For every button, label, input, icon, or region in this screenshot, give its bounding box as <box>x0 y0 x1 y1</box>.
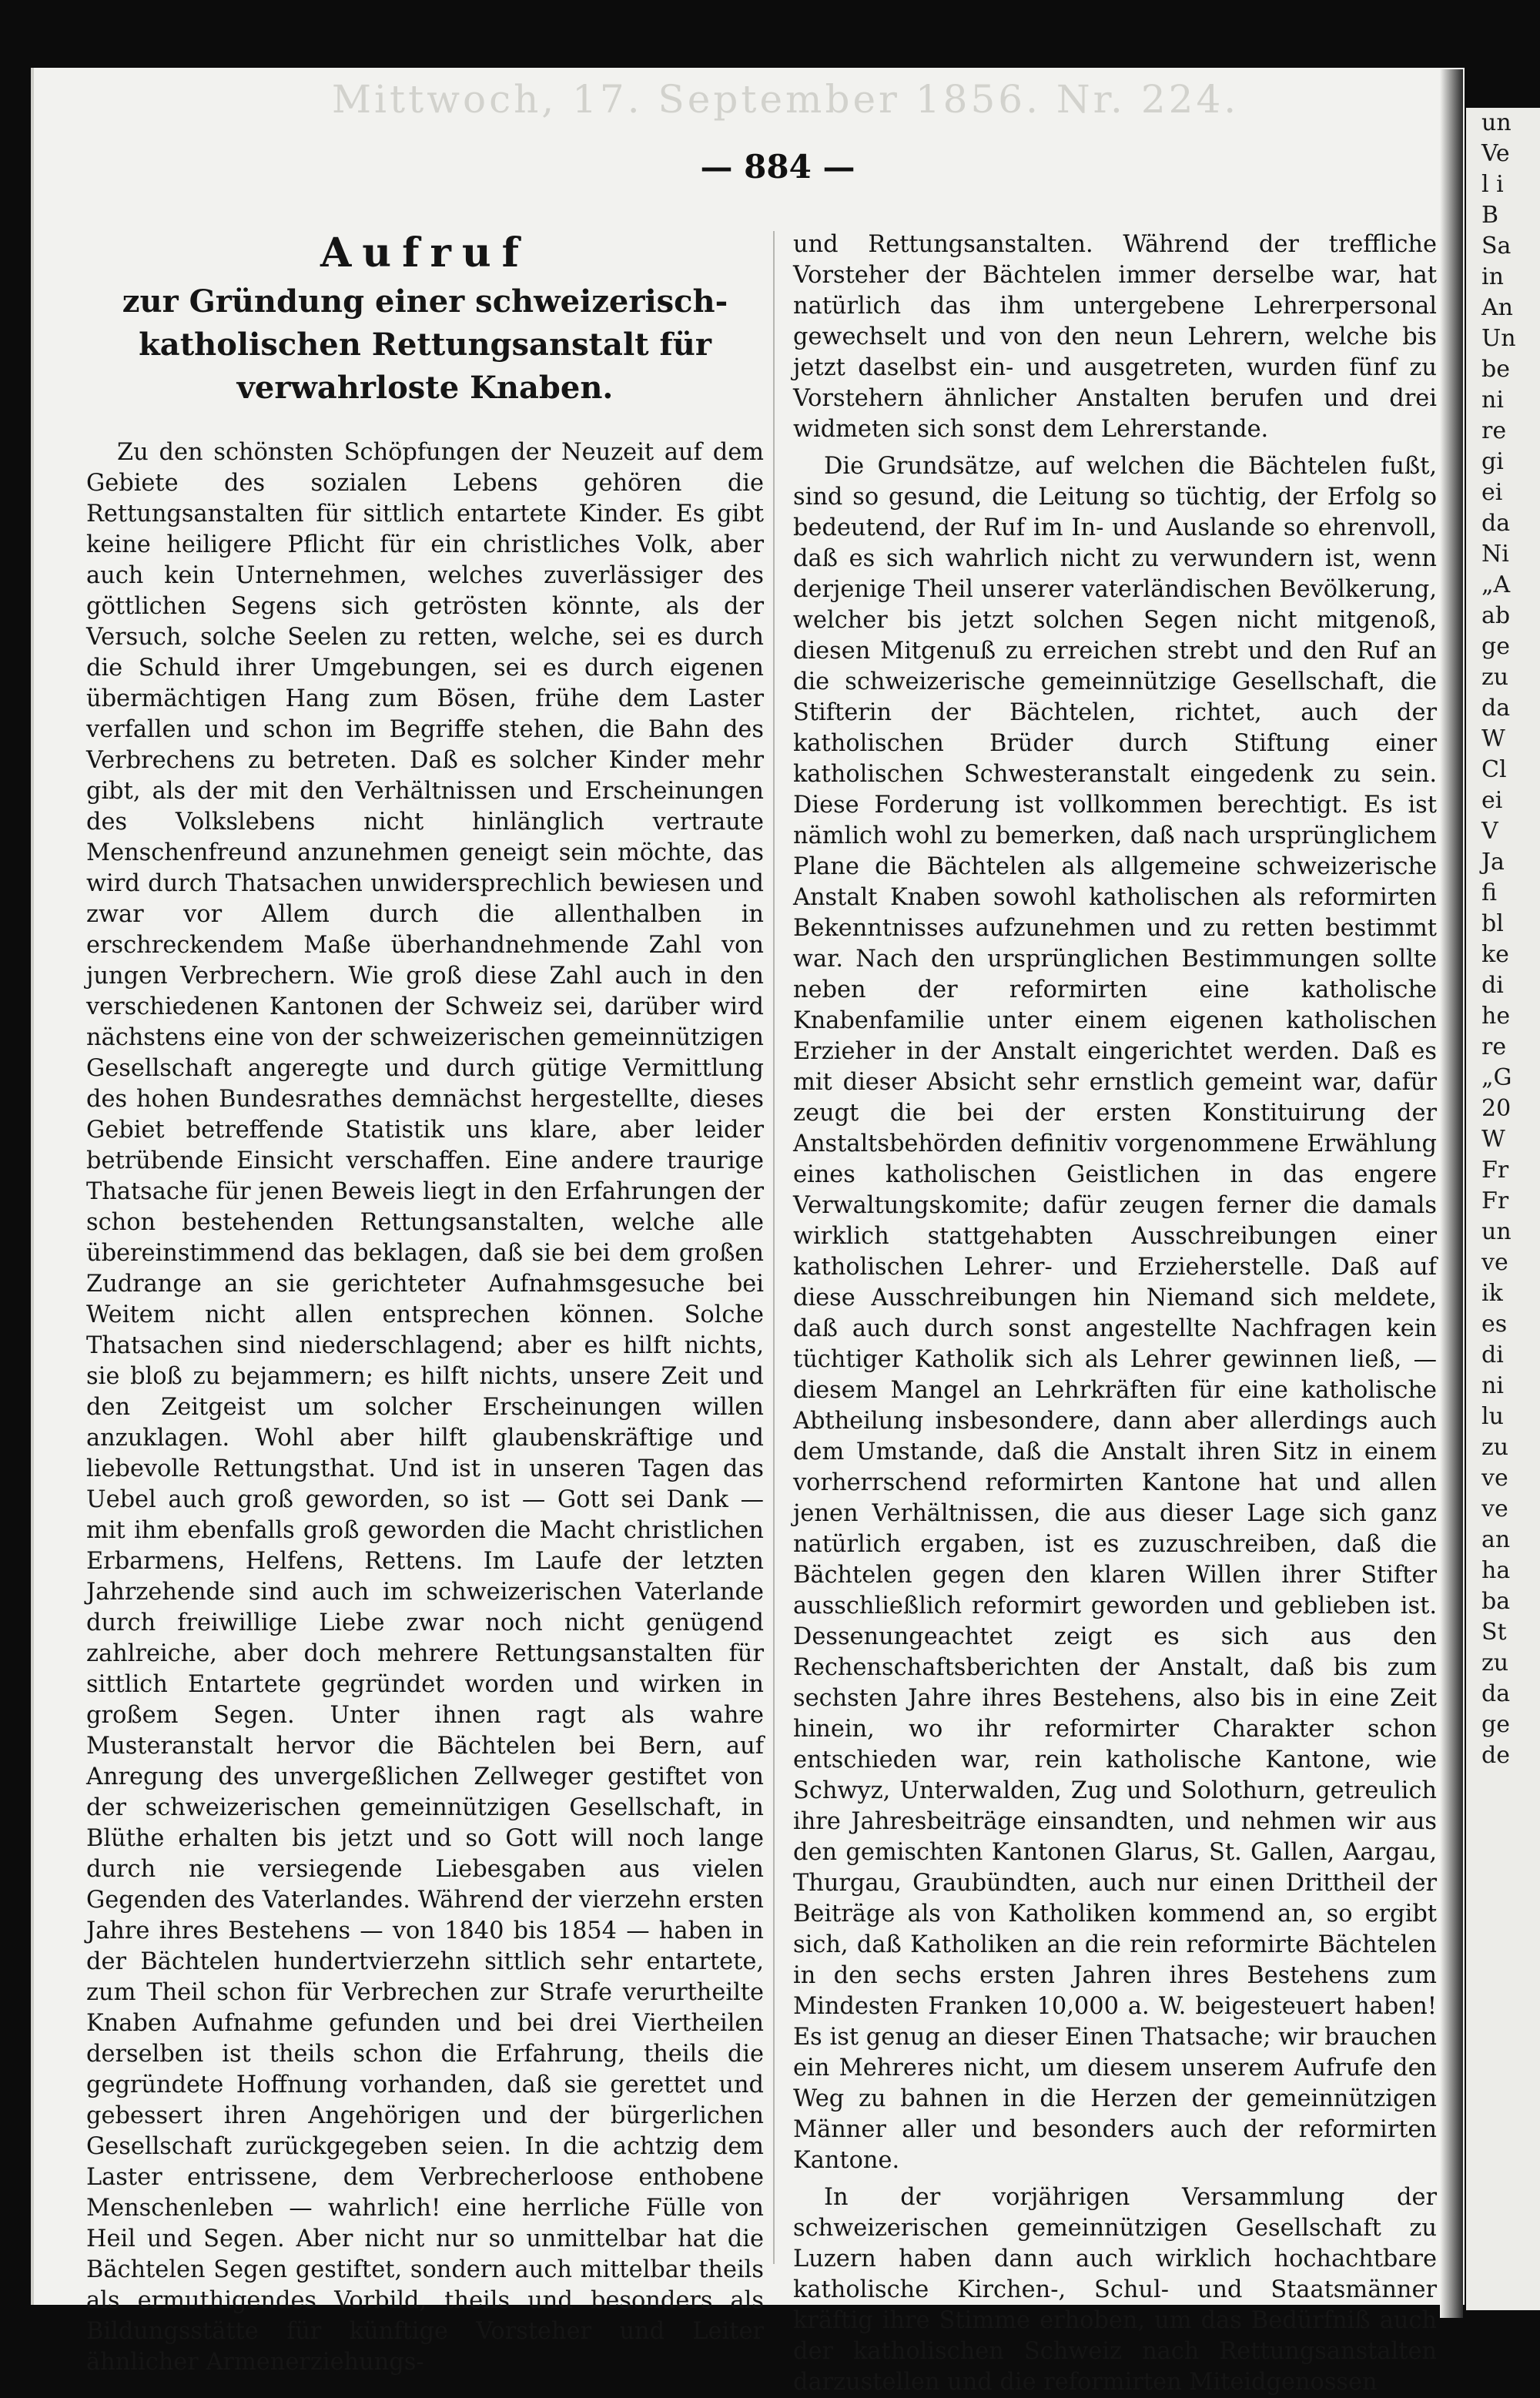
next-page-fragment: zu <box>1481 1649 1509 1676</box>
next-page-fragment: ba <box>1481 1588 1511 1615</box>
page-number: — 884 — <box>700 148 855 186</box>
next-page-edge <box>1466 108 1540 2310</box>
next-page-fragment: St <box>1481 1619 1507 1646</box>
next-page-fragment: es <box>1481 1311 1508 1338</box>
left-column <box>86 229 764 2378</box>
next-page-fragment: da <box>1481 1680 1511 1707</box>
next-page-fragment: be <box>1481 356 1510 383</box>
next-page-fragment: un <box>1481 1218 1512 1245</box>
next-page-fragment: l i <box>1481 171 1504 198</box>
next-page-fragment: ha <box>1481 1557 1511 1584</box>
next-page-fragment: Sa <box>1481 233 1512 260</box>
left-paragraph-1: Zu den schönsten Schöpfungen der Neuzeit auf dem Gebiete des sozialen Lebens gehören die Rettungsanstalten für sittlich entartete Kinder. Es gibt keine heiligere Pflicht für ein christliches Volk, aber auch kein Unternehmen, welches zuverlässiger des göttlichen Segens sich getrösten könnte, als der Versuch, solche Seelen zu retten, welche, sei es durch die Schuld ihrer Umgebungen, sei es durch eigenen übermächtigen Hang zum Bösen, frühe dem Laster verfallen und schon im Begriffe stehen, die Bahn des Verbrechens zu betreten. Daß es solcher Kinder mehr gibt, als der mit den Verhältnissen und Erscheinungen des Volkslebens nicht hinlänglich vertraute Menschenfreund anzunehmen geneigt sein möchte, das wird durch Thatsachen unwidersprechlich bewiesen und zwar vor Allem durch die allenthalben in erschreckendem Maße überhandnehmende Zahl von jungen Verbrechern. Wie groß diese Zahl auch in den verschiedenen Kantonen der Schweiz sei, darüber wird nächstens eine von der schweizerischen gemeinnützigen Gesellschaft angeregte und durch gütige Vermittlung des hohen Bundesrathes demnächst hergestellte, dieses Gebiet betreffende Statistik uns klare, aber leider betrübende Einsicht verschaffen. Eine andere traurige Thatsache für jenen Beweis liegt in den Erfahrungen der schon bestehenden Rettungsanstalten, welche alle übereinstimmend das beklagen, daß sie bei dem großen Zudrange an sie gerichteter Aufnahmsgesuche bei Weitem nicht allen entsprechen können. Solche Thatsachen sind niederschlagend; aber es hilft nichts, sie bloß zu bejammern; es hilft nichts, unsere Zeit und den Zeitgeist um solcher Erscheinungen willen anzuklagen. Wohl aber hilft glaubenskräftige und liebevolle Rettungsthat. Und ist in unseren Tagen das Uebel auch groß geworden, so ist — Gott sei Dank — mit ihm ebenfalls groß geworden die Macht christlichen Erbarmens, Helfens, Rettens. Im Laufe der letzten Jahrzehende sind auch im schweizerischen Vaterlande durch freiwillige Liebe zwar noch nicht genügend zahlreiche, aber doch mehrere Rettungsanstalten für sittlich Entartete gegründet worden und wirken in großem Segen. Unter ihnen ragt als wahre Musteranstalt hervor die Bächtelen bei Bern, auf Anregung des unvergeßlichen Zellweger gestiftet von der schweizerischen gemeinnützigen Gesellschaft, in Blüthe erhalten bis jetzt und so Gott will noch lange durch nie versiegende Liebesgaben aus vielen Gegenden des Vaterlandes. Während der vierzehn ersten Jahre ihres Bestehens — von 1840 bis 1854 — haben in der Bächtelen hundertvierzehn sittlich sehr entartete, zum Theil schon für Verbrechen zur Strafe verurtheilte Knaben Aufnahme gefunden und bei drei Viertheilen derselben ist theils schon die Erfahrung, theils die gegründete Hoffnung vorhanden, daß sie gerettet und gebessert ihren Angehörigen und der bürgerlichen Gesellschaft zurückgegeben seien. In die achtzig dem Laster entrissene, dem Verbrecherloose enthobene Menschenleben — wahrlich! eine herrliche Fülle von Heil und Segen. Aber nicht nur so unmittelbar hat die Bächtelen Segen gestiftet, sondern auch mittelbar theils als ermuthigendes Vorbild, theils und besonders als Bildungsstätte für künftige Vorsteher und Leiter ähnlicher Armenerziehungs- <box>86 439 764 2376</box>
next-page-fragment: de <box>1481 1742 1510 1769</box>
next-page-fragment: Fr <box>1481 1187 1509 1214</box>
next-page-fragment: lu <box>1481 1403 1504 1430</box>
next-page-fragment: Ni <box>1481 541 1509 568</box>
next-page-fragment: Fr <box>1481 1157 1509 1184</box>
next-page-fragment: zu <box>1481 664 1509 691</box>
article-heading <box>86 229 764 410</box>
binding-gutter <box>1440 69 1463 2318</box>
next-page-fragment: he <box>1481 1003 1511 1030</box>
next-page-fragment: ni <box>1481 1372 1504 1399</box>
right-paragraph-3: In der vorjährigen Versammlung der schweizerischen gemeinnützigen Gesellschaft zu Luzern haben dann auch wirklich hochachtbare katholische Kirchen-, Schul- und Staatsmänner kräftig ihre Stimme erhoben, um das Bedürfniß auch der katholischen Schweiz nach Rettungsanstalten darzustellen und die reformirten Miteidgenossen <box>793 2184 1437 2396</box>
next-page-fragment: ei <box>1481 479 1503 506</box>
next-page-fragment: ve <box>1481 1249 1508 1276</box>
heading-kicker: Aufruf <box>320 229 531 276</box>
next-page-fragment: in <box>1481 263 1504 290</box>
next-page-fragment: di <box>1481 1341 1504 1368</box>
next-page-fragment: ge <box>1481 633 1510 660</box>
right-paragraph-2: Die Grundsätze, auf welchen die Bächtelen fußt, sind so gesund, die Leitung so tüchtig, der Erfolg so bedeutend, der Ruf im In- und Auslande so ehrenvoll, daß es sich wahrlich nicht zu verwundern ist, wenn derjenige Theil unserer vaterländischen Bevölkerung, welcher bis jetzt solchen Segen nicht mitgenoß, diesen Mitgenuß zu erreichen strebt und den Ruf an die schweizerische gemeinnützige Gesellschaft, die Stifterin der Bächtelen, richtet, auch der katholischen Brüder durch Stiftung einer katholischen Schwesteranstalt eingedenk zu sein. Diese Forderung ist vollkommen berechtigt. Es ist nämlich wohl zu bemerken, daß nach ursprünglichem Plane die Bächtelen als allgemeine schweizerische Anstalt Knaben sowohl katholischen als reformirten Bekenntnisses aufzunehmen und zu retten bestimmt war. Nach den ursprünglichen Bestimmungen sollte neben der reformirten eine katholische Knabenfamilie unter einem eigenen katholischen Erzieher in der Anstalt eingerichtet werden. Daß es mit dieser Absicht sehr ernstlich gemeint war, dafür zeugt die bei der ersten Konstituirung der Anstaltsbehörden definitiv vorgenommene Erwählung eines katholischen Geistlichen in das engere Verwaltungskomite; dafür zeugen ferner die damals wirklich stattgehabten Ausschreibungen einer katholischen Lehrer- und Erzieherstelle. Daß auf diese Ausschreibungen hin Niemand sich meldete, daß auch durch sonst angestellte Nachfragen kein tüchtiger Katholik sich als Lehrer gewinnen ließ, — diesem Mangel an Lehrkräften für eine katholische Abtheilung insbesondere, dann aber allerdings auch dem Umstande, daß die Anstalt ihren Sitz in einem vorherrschend reformirten Kantone hat und allen jenen Verhältnissen, die aus dieser Lage sich ganz natürlich ergaben, ist es zuzuschreiben, daß die Bächtelen gegen den klaren Willen ihrer Stifter ausschließlich reformirt geworden und geblieben ist. Dessenungeachtet zeigt es sich aus den Rechenschaftsberichten der Anstalt, daß bis zum sechsten Jahre ihres Bestehens, also bis in eine Zeit hinein, wo ihr reformirter Charakter schon entschieden war, rein katholische Kantone, wie Schwyz, Unterwalden, Zug und Solothurn, getreulich ihre Jahresbeiträge einsandten, und nehmen wir aus den gemischten Kantonen Glarus, St. Gallen, Aargau, Thurgau, Graubündten, auch nur einen Drittheil der Beiträge als von Katholiken kommend an, so ergibt sich, daß Katholiken an die rein reformirte Bächtelen in den sechs ersten Jahren ihres Bestehens zum Mindesten Franken 10,000 a. W. beigesteuert haben! Es ist genug an dieser Einen Thatsache; wir brauchen ein Mehreres nicht, um diesem unserem Aufrufe den Weg zu bahnen in die Herzen der gemeinnützigen Männer aller und besonders auch der reformirten Kantone. <box>793 453 1437 2174</box>
next-page-fragment: „A <box>1481 571 1511 598</box>
next-page-fragment: di <box>1481 972 1504 999</box>
next-page-fragment: Ja <box>1481 849 1505 876</box>
next-page-fragment: An <box>1481 294 1513 321</box>
next-page-fragment: ve <box>1481 1495 1508 1522</box>
next-page-fragment: B <box>1481 202 1499 229</box>
next-page-fragment: ab <box>1481 602 1511 629</box>
next-page-fragment: an <box>1481 1526 1511 1553</box>
next-page-fragment: ni <box>1481 387 1504 414</box>
next-page-fragment: Ve <box>1481 140 1510 167</box>
next-page-fragment: fi <box>1481 879 1498 906</box>
next-page-fragment: „G <box>1481 1064 1512 1091</box>
next-page-fragment: un <box>1481 109 1512 136</box>
next-page-fragment: da <box>1481 695 1511 722</box>
next-page-fragment: W <box>1481 1126 1505 1153</box>
next-page-fragment: ei <box>1481 787 1503 814</box>
right-paragraph-1: und Rettungsanstalten. Während der treffliche Vorsteher der Bächtelen immer derselbe war, hat natürlich das ihm untergebene Lehrerpersonal gewechselt und von den neun Lehrern, welche bis jetzt daselbst ein- und ausgetreten, wurden fünf zu Vorstehern ähnlicher Anstalten berufen und drei widmeten sich sonst dem Lehrerstande. <box>793 231 1437 443</box>
bleed-through-header: Mittwoch, 17. September 1856. Nr. 224. <box>331 77 1240 122</box>
next-page-fragment: re <box>1481 1033 1507 1060</box>
heading-title: zur Gründung einer schweizerisch-katholischen Rettungsanstalt für verwahrloste Knaben. <box>122 283 728 407</box>
next-page-fragment: Un <box>1481 325 1516 352</box>
column-divider <box>773 231 775 2264</box>
next-page-fragment: ve <box>1481 1465 1508 1492</box>
next-page-fragment: W <box>1481 725 1505 752</box>
next-page-fragment: zu <box>1481 1434 1509 1461</box>
next-page-fragment: Cl <box>1481 756 1507 783</box>
next-page-fragment: ik <box>1481 1280 1503 1307</box>
next-page-fragment: ke <box>1481 941 1509 968</box>
next-page-fragment: bl <box>1481 910 1504 937</box>
next-page-fragment: gi <box>1481 448 1504 475</box>
next-page-fragment: ge <box>1481 1711 1510 1738</box>
next-page-fragment: 20 <box>1481 1095 1512 1122</box>
next-page-fragment: re <box>1481 417 1507 444</box>
next-page-fragment: V <box>1481 818 1498 845</box>
right-column <box>793 229 1437 2398</box>
next-page-fragment: da <box>1481 510 1511 537</box>
